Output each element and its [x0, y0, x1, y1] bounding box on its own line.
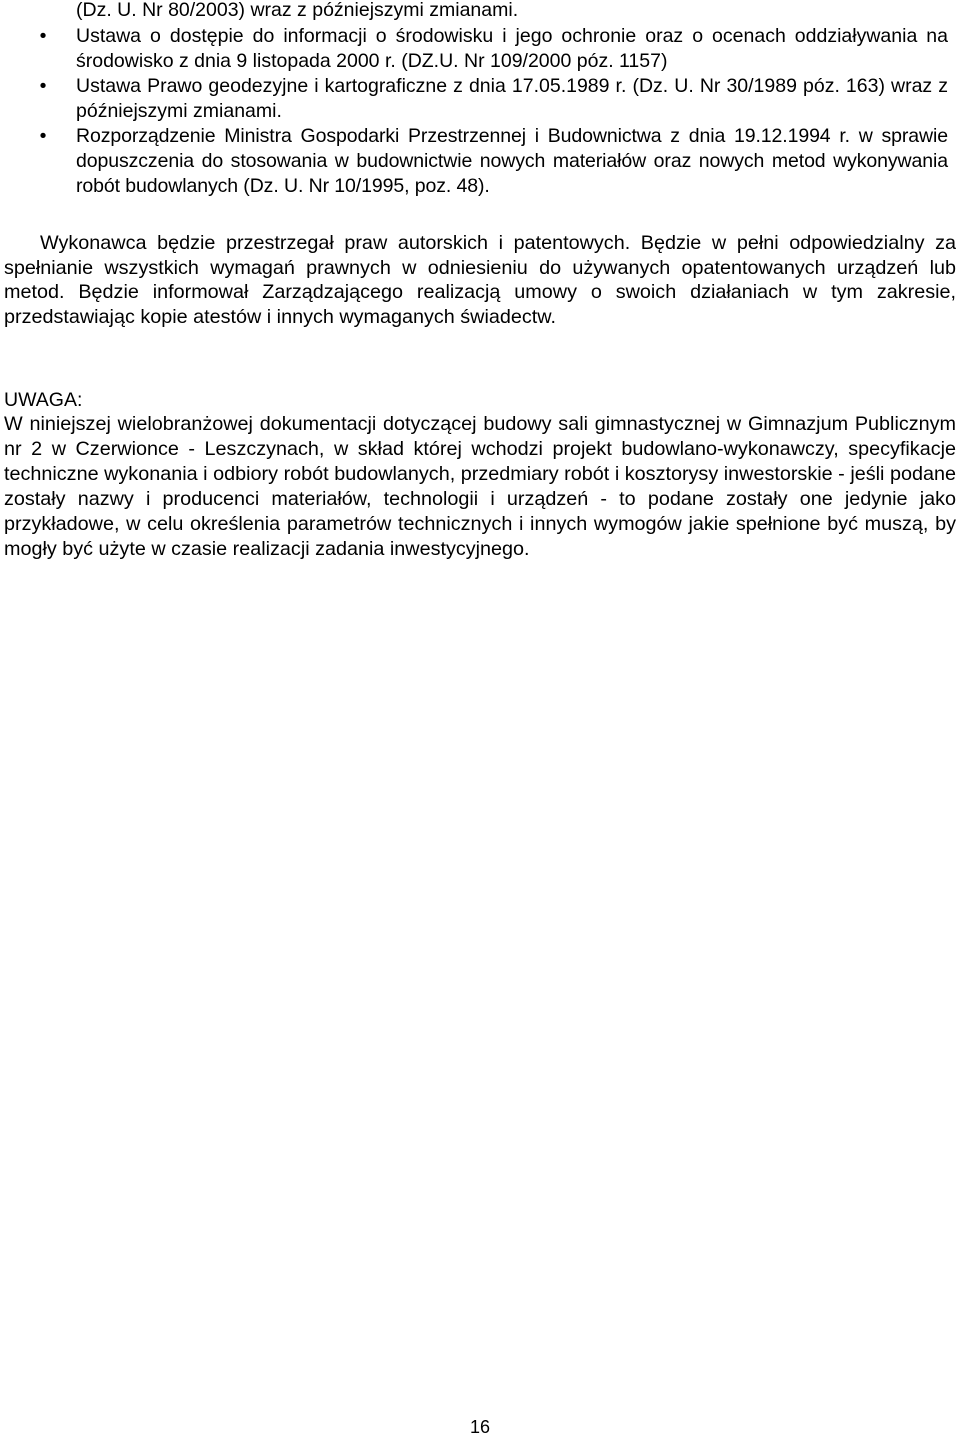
list-item-text: Ustawa o dostępie do informacji o środowisku i jego ochronie oraz o ocenach oddziaływania na środowisko z dnia 9 listopada 2000 r. (DZ.U. Nr 109/2000 póz. 1157): [76, 25, 948, 72]
uwaga-paragraph: W niniejszej wielobranżowej dokumentacji dotyczącej budowy sali gimnastycznej w Gimnazjum Publicznym nr 2 w Czerwionce - Leszczynach, w skład której wchodzi projekt budowlano-wykonawczy, specyfikacje techniczne wykonania i odbiory robót budowlanych, przedmiary robót i kosztorysy inwestorskie - jeśli podane zostały nazwy i producenci materiałów, technologii i urządzeń - to podane zostały one jedynie jako przykładowe, w celu określenia parametrów technicznych i innych wymogów jakie spełnione być muszą, by mogły być użyte w czasie realizacji zadania inwestycyjnego.: [4, 413, 956, 561]
bullet-icon: •: [39, 125, 47, 147]
list-item: [0, 124, 948, 199]
list-item-text: Ustawa Prawo geodezyjne i kartograficzne z dnia 17.05.1989 r. (Dz. U. Nr 30/1989 póz. 163) wraz z późniejszymi zmianami.: [76, 75, 948, 122]
contractor-paragraph: Wykonawca będzie przestrzegał praw autorskich i patentowych. Będzie w pełni odpowiedzialny za spełnianie wszystkich wymagań prawnych w odniesieniu do używanych opatentowanych urządzeń lub metod. Będzie informował Zarządzającego realizacją umowy o swoich działaniach w tym zakresie, przedstawiając kopie atestów i innych wymaganych świadectw.: [4, 232, 956, 328]
list-item: [0, 24, 948, 74]
regulations-list: [0, 24, 960, 199]
bullet-icon: •: [39, 75, 47, 97]
list-continuation-line: (Dz. U. Nr 80/2003) wraz z późniejszymi zmianami.: [76, 0, 519, 21]
list-item: [0, 74, 948, 124]
uwaga-heading: UWAGA:: [4, 389, 83, 411]
list-item-text: Rozporządzenie Ministra Gospodarki Przestrzennej i Budownictwa z dnia 19.12.1994 r. w sprawie dopuszczenia do stosowania w budownictwie nowych materiałów oraz nowych metod wykonywania robót budowlanych (Dz. U. Nr 10/1995, poz. 48).: [76, 125, 948, 197]
page-number: 16: [469, 1417, 491, 1437]
bullet-icon: •: [39, 25, 47, 47]
